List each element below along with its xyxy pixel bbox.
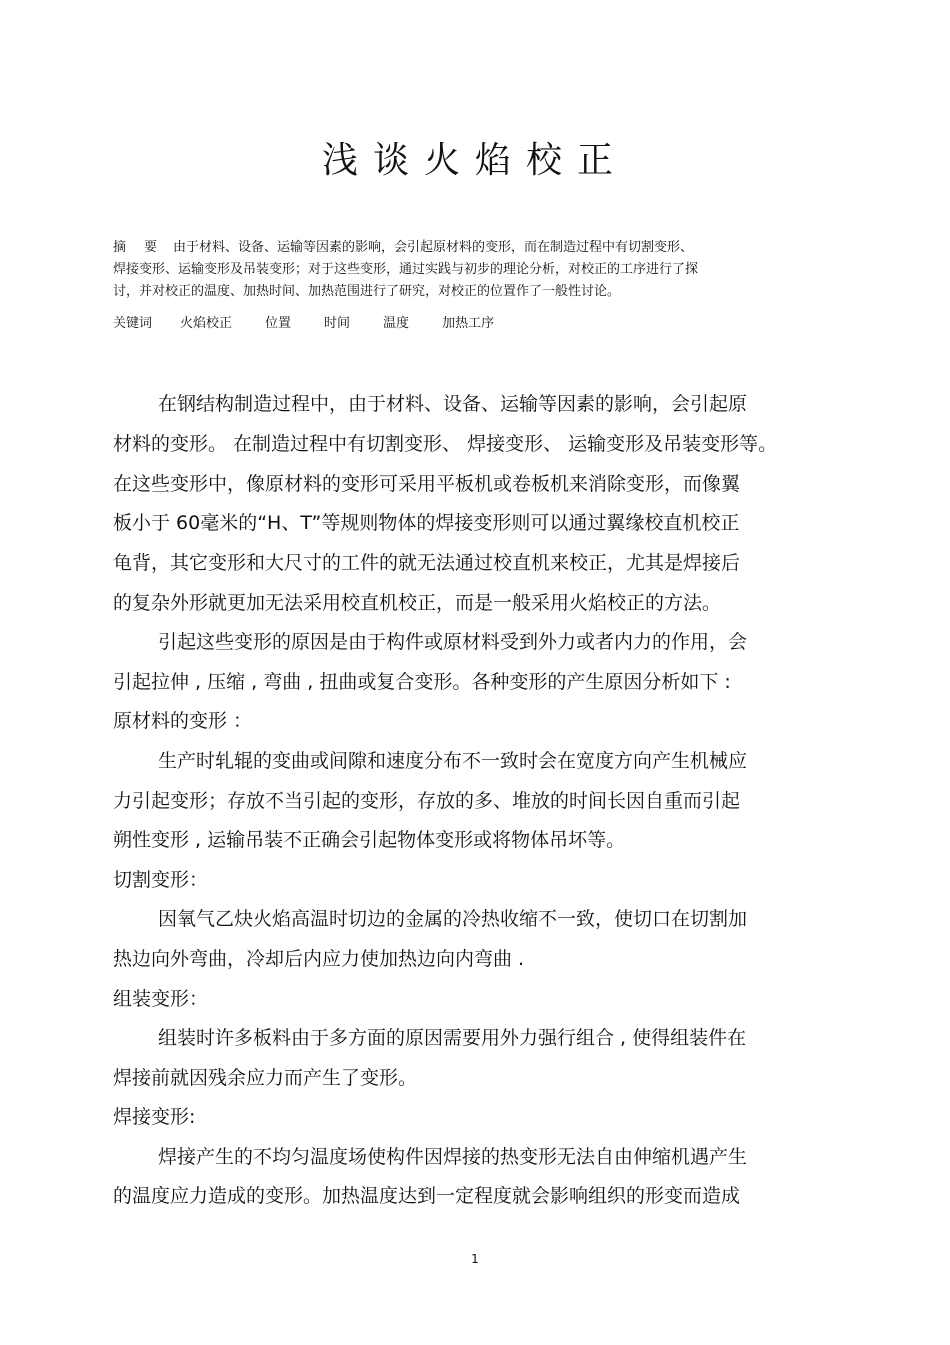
paragraph-line: 的复杂外形就更加无法采用校直机校正，而是一般采用火焰校正的方法。 <box>113 592 722 614</box>
keyword-item: 时间 <box>324 316 351 331</box>
section-heading: 切割变形： <box>113 869 209 891</box>
paragraph-line: 引起这些变形的原因是由于构件或原材料受到外力或者内力的作用，会 <box>158 631 748 653</box>
abstract-text-2: 焊接变形、运输变形及吊装变形；对于这些变形，通过实践与初步的理论分析，对校正的工序进行了探 <box>113 262 699 277</box>
document-title: 浅谈火焰校正 <box>321 140 628 181</box>
paragraph-line: 在钢结构制造过程中，由于材料、设备、运输等因素的影响，会引起原 <box>158 393 748 415</box>
section-heading: 原材料的变形 ： <box>113 710 253 732</box>
paragraph-line: 龟背，其它变形和大尺寸的工件的就无法通过校直机来校正，尤其是焊接后 <box>113 552 741 574</box>
paragraph-line: 因氧气乙炔火焰高温时切边的金属的冷热收缩不一致，使切口在切割加 <box>158 908 748 930</box>
abstract-text-3: 讨，并对校正的温度、加热时间、加热范围进行了研究，对校正的位置作了一般性讨论。 <box>113 284 621 299</box>
abstract-text-1: 由于材料、设备、运输等因素的影响，会引起原材料的变形，而在制造过程中有切割变形、 <box>173 240 694 255</box>
abstract-label: 摘要 <box>113 240 176 255</box>
paragraph-line: 朔性变形 , 运输吊装不正确会引起物体变形或将物体吊坏等。 <box>113 829 626 851</box>
abstract-block <box>113 237 813 303</box>
keyword-item: 火焰校正 <box>180 316 233 331</box>
paragraph-line: 的温度应力造成的变形。加热温度达到一定程度就会影响组织的形变而造成 <box>113 1185 741 1207</box>
paragraph-line: 引起拉伸 , 压缩 , 弯曲 , 扭曲或复合变形。各种变形的产生原因分析如下 : <box>113 671 731 693</box>
keyword-item: 位置 <box>265 316 292 331</box>
abstract-line <box>113 237 813 259</box>
section-heading: 焊接变形: <box>113 1106 196 1128</box>
paragraph-line: 材料的变形。 在制造过程中有切割变形、 焊接变形、 运输变形及吊装变形等。 <box>113 433 778 455</box>
paragraph-line: 焊接前就因残余应力而产生了变形。 <box>113 1067 418 1089</box>
paragraph-line: 在这些变形中，像原材料的变形可采用平板机或卷板机来消除变形，而像翼 <box>113 473 741 495</box>
paragraph-line: 热边向外弯曲，冷却后内应力使加热边向内弯曲 . <box>113 948 525 970</box>
paragraph-line: 焊接产生的不均匀温度场使构件因焊接的热变形无法自由伸缩机遇产生 <box>158 1146 748 1168</box>
paragraph-line: 板小于 60毫米的“H、T”等规则物体的焊接变形则可以通过翼缘校直机校正 <box>113 512 740 534</box>
section-heading: 组装变形： <box>113 988 209 1010</box>
paragraph-line: 生产时轧辊的变曲或间隙和速度分布不一致时会在宽度方向产生机械应 <box>158 750 748 772</box>
keywords-block <box>113 313 527 335</box>
page-number: 1 <box>471 1252 479 1266</box>
keyword-item: 温度 <box>383 316 410 331</box>
paragraph-line: 力引起变形；存放不当引起的变形，存放的多、堆放的时间长因自重而引起 <box>113 790 741 812</box>
keywords-label: 关键词 <box>113 316 153 331</box>
paragraph-line: 组装时许多板料由于多方面的原因需要用外力强行组合 , 使得组装件在 <box>158 1027 747 1049</box>
keyword-item: 加热工序 <box>442 316 495 331</box>
